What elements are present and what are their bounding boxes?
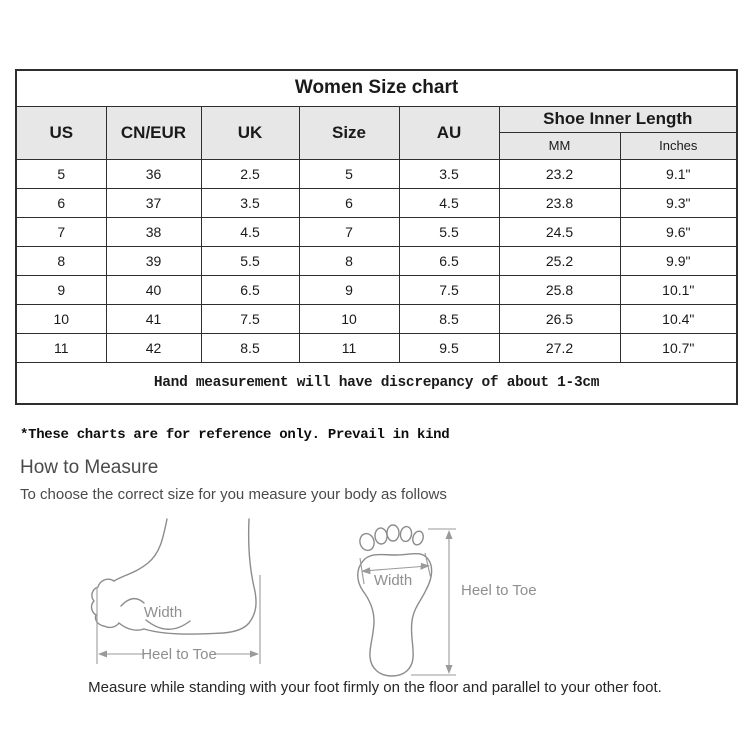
arrowhead-down-icon: [446, 665, 453, 674]
cell-au: 7.5: [399, 275, 499, 304]
measurement-diagrams: [0, 517, 750, 683]
cell-us: 6: [16, 188, 106, 217]
cell-cn-eur: 40: [106, 275, 201, 304]
cell-au: 6.5: [399, 246, 499, 275]
foot-top-view-diagram: [353, 517, 568, 683]
arrowhead-right-icon: [250, 651, 259, 658]
table-title: Women Size chart: [16, 70, 737, 106]
reference-note: *These charts are for reference only. Prevail in kind: [20, 427, 450, 443]
table-header-row: [16, 106, 737, 132]
cell-inches: 9.3": [620, 188, 737, 217]
cell-inches: 9.6": [620, 217, 737, 246]
cell-inches: 9.9": [620, 246, 737, 275]
cell-au: 4.5: [399, 188, 499, 217]
cell-size: 8: [299, 246, 399, 275]
how-to-measure-subtitle: To choose the correct size for you measure your body as follows: [20, 486, 447, 503]
cell-uk: 7.5: [201, 304, 299, 333]
cell-us: 8: [16, 246, 106, 275]
table-row: [16, 217, 737, 246]
cell-size: 6: [299, 188, 399, 217]
table-row: [16, 304, 737, 333]
col-header-us: US: [16, 106, 106, 159]
col-header-size: Size: [299, 106, 399, 159]
arrowhead-up-icon: [446, 530, 453, 539]
cell-inches: 10.1": [620, 275, 737, 304]
cell-au: 5.5: [399, 217, 499, 246]
width-label: Width: [373, 572, 413, 589]
cell-cn-eur: 42: [106, 333, 201, 362]
cell-uk: 3.5: [201, 188, 299, 217]
table-footnote: Hand measurement will have discrepancy of about 1-3cm: [16, 362, 737, 404]
cell-mm: 26.5: [499, 304, 620, 333]
cell-size: 11: [299, 333, 399, 362]
cell-inches: 9.1": [620, 159, 737, 188]
col-header-uk: UK: [201, 106, 299, 159]
cell-mm: 27.2: [499, 333, 620, 362]
cell-inches: 10.4": [620, 304, 737, 333]
women-size-chart-table: [15, 69, 738, 405]
cell-size: 7: [299, 217, 399, 246]
table-row: [16, 275, 737, 304]
table-row: [16, 159, 737, 188]
cell-us: 7: [16, 217, 106, 246]
col-header-cn-eur: CN/EUR: [106, 106, 201, 159]
cell-cn-eur: 38: [106, 217, 201, 246]
cell-inches: 10.7": [620, 333, 737, 362]
cell-cn-eur: 39: [106, 246, 201, 275]
cell-us: 11: [16, 333, 106, 362]
cell-cn-eur: 36: [106, 159, 201, 188]
cell-mm: 25.2: [499, 246, 620, 275]
cell-uk: 6.5: [201, 275, 299, 304]
heel-to-toe-label: Heel to Toe: [461, 582, 537, 599]
heel-to-toe-label: Heel to Toe: [141, 646, 217, 663]
table-row: [16, 188, 737, 217]
measurement-caption: Measure while standing with your foot firmly on the floor and parallel to your other foot.: [88, 679, 662, 696]
cell-mm: 23.2: [499, 159, 620, 188]
cell-size: 10: [299, 304, 399, 333]
cell-cn-eur: 37: [106, 188, 201, 217]
table-footnote-row: [16, 362, 737, 404]
table-row: [16, 333, 737, 362]
arrowhead-left-icon: [98, 651, 107, 658]
cell-mm: 23.8: [499, 188, 620, 217]
table-row: [16, 246, 737, 275]
cell-uk: 8.5: [201, 333, 299, 362]
cell-cn-eur: 41: [106, 304, 201, 333]
how-to-measure-heading: How to Measure: [20, 457, 159, 478]
cell-au: 9.5: [399, 333, 499, 362]
cell-us: 5: [16, 159, 106, 188]
col-header-mm: MM: [499, 132, 620, 159]
cell-uk: 4.5: [201, 217, 299, 246]
cell-au: 3.5: [399, 159, 499, 188]
table-title-row: [16, 70, 737, 106]
cell-mm: 24.5: [499, 217, 620, 246]
foot-side-view-diagram: [88, 517, 273, 669]
width-label: Width: [143, 604, 183, 621]
col-header-au: AU: [399, 106, 499, 159]
cell-au: 8.5: [399, 304, 499, 333]
cell-uk: 2.5: [201, 159, 299, 188]
cell-uk: 5.5: [201, 246, 299, 275]
col-header-shoe-inner-length: Shoe Inner Length: [499, 106, 737, 132]
cell-us: 9: [16, 275, 106, 304]
cell-size: 9: [299, 275, 399, 304]
cell-us: 10: [16, 304, 106, 333]
cell-size: 5: [299, 159, 399, 188]
col-header-inches: Inches: [620, 132, 737, 159]
cell-mm: 25.8: [499, 275, 620, 304]
